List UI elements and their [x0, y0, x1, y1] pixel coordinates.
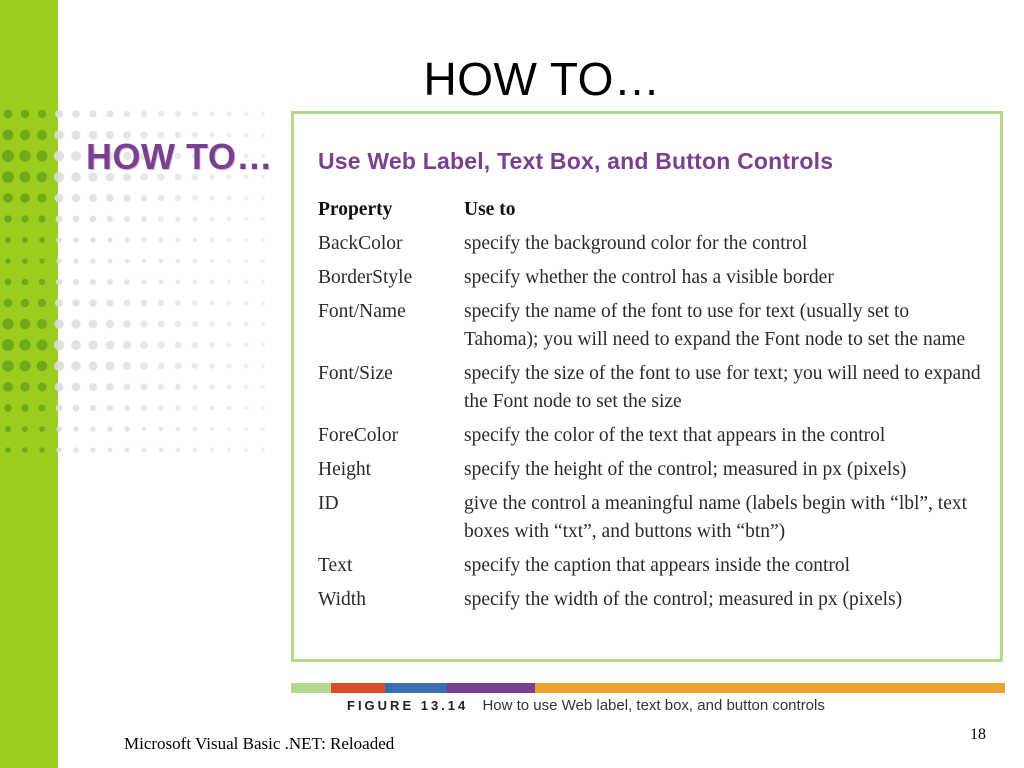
decorative-dot	[140, 362, 148, 370]
decorative-dot	[192, 363, 198, 369]
decorative-dot	[3, 130, 14, 141]
decorative-dot	[106, 362, 115, 371]
decorative-dot	[21, 110, 30, 119]
decorative-dot	[158, 384, 165, 391]
decorative-dot	[142, 448, 147, 453]
table-row	[318, 422, 988, 450]
decorative-dot	[38, 299, 46, 307]
decorative-dot	[226, 363, 231, 368]
decorative-dot	[107, 237, 112, 242]
decorative-dot	[158, 216, 164, 222]
caption-text: How to use Web label, text box, and button controls	[482, 697, 825, 714]
decorative-dot	[89, 383, 97, 391]
decorative-dot	[209, 195, 214, 200]
decorative-dot	[227, 112, 232, 117]
decorative-dot	[159, 448, 164, 453]
decorative-dot	[4, 404, 12, 412]
use-cell: specify the background color for the control	[464, 233, 808, 254]
decorative-dot	[123, 194, 130, 201]
decorative-dot	[226, 321, 231, 326]
decorative-dot	[158, 405, 164, 411]
decorative-dot	[89, 299, 96, 306]
decorative-dot	[54, 319, 64, 329]
decorative-dot	[106, 383, 114, 391]
decorative-dot	[210, 217, 215, 222]
decorative-dot	[19, 150, 30, 161]
caption-color-bars	[291, 683, 1005, 693]
decorative-dot	[89, 320, 98, 329]
decorative-dot	[158, 111, 164, 117]
decorative-dot	[261, 112, 265, 116]
decorative-dot	[142, 259, 147, 264]
decorative-dot	[88, 361, 97, 370]
decorative-dot	[244, 196, 249, 201]
decorative-dot	[72, 110, 80, 118]
table-row	[318, 360, 988, 416]
table-row	[318, 586, 988, 614]
decorative-dot	[192, 300, 198, 306]
decorative-dot	[227, 406, 232, 411]
decorative-dot	[88, 340, 97, 349]
decorative-dot	[244, 448, 248, 452]
side-heading: HOW TO…	[86, 136, 273, 177]
decorative-dot	[71, 151, 81, 161]
decorative-dot	[56, 405, 63, 412]
decorative-dot	[176, 238, 181, 243]
decorative-dot	[141, 384, 148, 391]
decorative-dot	[209, 384, 214, 389]
decorative-dot	[39, 279, 45, 285]
use-cell: specify the height of the control; measured in px (pixels)	[464, 459, 907, 480]
caption-bar-segment	[291, 683, 331, 693]
decorative-dot	[210, 406, 215, 411]
decorative-dot	[71, 130, 80, 139]
decorative-dot	[261, 301, 265, 305]
decorative-dot	[159, 427, 164, 432]
decorative-dot	[124, 405, 130, 411]
decorative-dot	[261, 217, 265, 221]
decorative-dot	[261, 427, 265, 431]
decorative-dot	[73, 216, 80, 223]
decorative-dot	[71, 361, 81, 371]
decorative-dot	[244, 238, 248, 242]
decorative-dot	[124, 279, 130, 285]
decorative-dot	[244, 280, 248, 284]
decorative-dot	[107, 216, 113, 222]
decorative-dot	[192, 342, 198, 348]
property-cell: ID	[318, 493, 339, 514]
property-cell: Width	[318, 589, 366, 610]
decorative-dot	[20, 172, 31, 183]
decorative-dot	[209, 300, 214, 305]
decorative-dot	[176, 448, 181, 453]
decorative-dot	[227, 217, 232, 222]
decorative-dot	[4, 110, 13, 119]
decorative-dot	[261, 406, 265, 410]
decorative-dot	[106, 341, 115, 350]
decorative-dot	[56, 237, 62, 243]
caption-bar-segment	[535, 683, 1005, 693]
decorative-dot	[176, 280, 181, 285]
decorative-dot	[244, 406, 248, 410]
decorative-dot	[56, 447, 61, 452]
decorative-dot	[124, 216, 130, 222]
decorative-dot	[54, 130, 64, 140]
decorative-dot	[244, 301, 249, 306]
use-cell: specify the caption that appears inside the control	[464, 555, 851, 576]
decorative-dot	[140, 320, 147, 327]
decorative-dot	[227, 448, 231, 452]
decorative-dot	[124, 111, 131, 118]
decorative-dot	[71, 172, 81, 182]
decorative-dot	[5, 258, 11, 264]
decorative-dot	[125, 259, 130, 264]
figure-caption	[347, 697, 825, 714]
decorative-dot	[193, 259, 198, 264]
decorative-dot	[175, 363, 182, 370]
decorative-dot	[261, 448, 265, 452]
decorative-dot	[56, 279, 62, 285]
figure-heading: Use Web Label, Text Box, and Button Controls	[318, 148, 834, 174]
decorative-dot	[158, 321, 165, 328]
decorative-dot	[193, 448, 198, 453]
decorative-dot	[108, 259, 113, 264]
decorative-dot	[227, 238, 231, 242]
decorative-dot	[55, 299, 63, 307]
decorative-dot	[175, 405, 180, 410]
decorative-dot	[123, 341, 131, 349]
decorative-dot	[106, 320, 114, 328]
decorative-dot	[123, 320, 131, 328]
decorative-dot	[20, 382, 29, 391]
decorative-dot	[158, 300, 164, 306]
decorative-dot	[227, 301, 232, 306]
decorative-dot	[39, 426, 45, 432]
decorative-dot	[141, 300, 147, 306]
decorative-dot	[73, 237, 79, 243]
decorative-dot	[55, 383, 64, 392]
property-cell: Text	[318, 555, 353, 576]
table-header-row	[318, 196, 988, 224]
caption-bar-segment	[385, 683, 447, 693]
decorative-dot	[193, 280, 198, 285]
decorative-dot	[227, 385, 232, 390]
decorative-dot	[90, 405, 96, 411]
decorative-dot	[226, 342, 231, 347]
decorative-dot	[244, 343, 249, 348]
decorative-dot	[107, 111, 114, 118]
decorative-dot	[125, 448, 130, 453]
decorative-dot	[141, 405, 147, 411]
table-row	[318, 298, 988, 354]
decorative-dot	[3, 319, 14, 330]
use-cell: specify the color of the text that appears in the control	[464, 425, 886, 446]
decorative-dot	[157, 341, 164, 348]
decorative-dot	[261, 259, 265, 263]
table-row	[318, 230, 988, 258]
decorative-dot	[210, 280, 215, 285]
decorative-dot	[123, 362, 131, 370]
decorative-dot	[90, 216, 97, 223]
decorative-dot	[210, 427, 214, 431]
decorative-dot	[107, 405, 113, 411]
decorative-dot	[19, 339, 30, 350]
decorative-dot	[175, 111, 181, 117]
decorative-dot	[37, 172, 48, 183]
decorative-dot	[210, 448, 214, 452]
decorative-dot	[39, 447, 44, 452]
decorative-dot	[2, 339, 14, 351]
decorative-dot	[5, 279, 12, 286]
decorative-dot	[158, 195, 165, 202]
decorative-dot	[21, 215, 28, 222]
decorative-dot	[72, 299, 80, 307]
decorative-dot	[22, 258, 28, 264]
decorative-dot	[38, 383, 47, 392]
decorative-dot	[192, 405, 197, 410]
decorative-dot	[261, 343, 265, 347]
decorative-dot	[90, 279, 96, 285]
decorative-dot	[210, 259, 214, 263]
slide-title: HOW TO…	[423, 53, 661, 105]
decorative-dot	[56, 216, 63, 223]
decorative-dot	[20, 319, 30, 329]
decorative-dot	[56, 258, 61, 263]
decorative-dot	[159, 259, 164, 264]
decorative-dot	[244, 427, 248, 431]
decorative-dot	[107, 426, 112, 431]
footer-text: Microsoft Visual Basic .NET: Reloaded	[124, 734, 395, 753]
decorative-dot	[37, 130, 47, 140]
decorative-dot	[209, 321, 215, 327]
caption-label: FIGURE 13.14	[347, 698, 469, 713]
decorative-dot	[261, 322, 265, 326]
decorative-dot	[244, 217, 248, 221]
decorative-dot	[261, 385, 265, 389]
decorative-dot	[244, 385, 249, 390]
decorative-dot	[209, 363, 215, 369]
decorative-dot	[37, 193, 46, 202]
use-cell: specify the width of the control; measured in px (pixels)	[464, 589, 903, 610]
decorative-dot	[39, 258, 44, 263]
use-cell: specify the size of the font to use for text; you will need to expand the Font node to set the size	[464, 363, 981, 412]
decorative-dot	[261, 238, 265, 242]
decorative-dot	[141, 216, 147, 222]
decorative-dot	[157, 362, 164, 369]
decorative-dot	[108, 448, 113, 453]
decorative-dot	[54, 361, 64, 371]
decorative-dot	[89, 194, 97, 202]
decorative-dot	[22, 237, 28, 243]
decorative-dot	[176, 427, 181, 432]
decorative-dot	[5, 426, 11, 432]
decorative-dot	[226, 195, 231, 200]
decorative-dot	[73, 426, 78, 431]
decorative-dot	[192, 216, 197, 221]
decorative-dot	[22, 447, 28, 453]
decorative-dot	[4, 299, 13, 308]
decorative-dot	[124, 426, 129, 431]
decorative-dot	[141, 279, 146, 284]
decorative-dot	[71, 340, 81, 350]
decorative-dot	[141, 111, 147, 117]
column-header-property: Property	[318, 199, 393, 220]
decorative-dot	[5, 447, 11, 453]
decorative-dot	[210, 238, 215, 243]
decorative-dot	[38, 215, 45, 222]
decorative-dot	[159, 238, 164, 243]
decorative-dot	[21, 299, 30, 308]
decorative-dot	[20, 130, 30, 140]
column-header-use-to: Use to	[464, 199, 516, 220]
decorative-dot	[244, 259, 248, 263]
property-cell: ForeColor	[318, 425, 399, 446]
caption-bar-segment	[331, 683, 385, 693]
decorative-dot	[4, 215, 12, 223]
decorative-dot	[37, 361, 48, 372]
property-cell: Font/Name	[318, 301, 406, 322]
decorative-dot	[2, 150, 14, 162]
table-row	[318, 490, 988, 546]
decorative-dot	[22, 279, 29, 286]
property-cell: Font/Size	[318, 363, 393, 384]
decorative-dot	[244, 112, 249, 117]
decorative-dot	[89, 110, 96, 117]
decorative-dot	[227, 280, 232, 285]
decorative-dot	[73, 447, 78, 452]
decorative-dot	[71, 319, 80, 328]
caption-bar-segment	[447, 683, 535, 693]
decorative-dot	[90, 237, 95, 242]
use-cell: give the control a meaningful name (labels begin with “lbl”, text boxes with “txt”, and buttons with “btn”)	[464, 493, 968, 542]
decorative-dot	[142, 238, 147, 243]
decorative-dot	[37, 340, 48, 351]
decorative-dot	[261, 364, 265, 368]
decorative-dot	[209, 111, 214, 116]
decorative-dot	[192, 321, 198, 327]
table-row	[318, 456, 988, 484]
decorative-dot	[175, 342, 182, 349]
decorative-dot	[90, 258, 95, 263]
decorative-dot	[20, 193, 30, 203]
decorative-dot	[124, 300, 131, 307]
decorative-dot	[5, 237, 11, 243]
decorative-dot	[54, 340, 64, 350]
decorative-dot	[244, 364, 249, 369]
decorative-dot	[192, 195, 198, 201]
table-row	[318, 552, 988, 580]
property-cell: BorderStyle	[318, 267, 413, 288]
decorative-dot	[73, 279, 79, 285]
decorative-dot	[3, 193, 13, 203]
decorative-dot	[158, 279, 163, 284]
decorative-dot	[3, 382, 13, 392]
decorative-dot	[2, 360, 14, 372]
decorative-dot	[37, 151, 48, 162]
decorative-dot	[55, 110, 63, 118]
decorative-dot	[90, 447, 95, 452]
decorative-dot	[54, 151, 64, 161]
decorative-dot	[73, 258, 78, 263]
use-cell: specify whether the control has a visible border	[464, 267, 834, 288]
decorative-dot	[22, 426, 28, 432]
decorative-dot	[39, 237, 45, 243]
decorative-dot	[227, 259, 231, 263]
decorative-dot	[38, 404, 45, 411]
page-number: 18	[970, 726, 986, 743]
decorative-dot	[176, 259, 181, 264]
decorative-dot	[106, 194, 114, 202]
property-table	[318, 196, 988, 620]
decorative-dot	[21, 404, 28, 411]
decorative-dot	[175, 321, 182, 328]
decorative-dot	[140, 341, 148, 349]
decorative-dot	[72, 383, 80, 391]
property-cell: BackColor	[318, 233, 403, 254]
decorative-dot	[261, 196, 265, 200]
decorative-dot	[175, 195, 181, 201]
decorative-dot	[227, 427, 231, 431]
decorative-dot	[2, 171, 14, 183]
decorative-dot	[56, 426, 62, 432]
decorative-dot	[107, 279, 113, 285]
decorative-dot	[175, 216, 180, 221]
decorative-dot	[261, 280, 265, 284]
table-row	[318, 264, 988, 292]
decorative-dot	[142, 427, 147, 432]
decorative-dot	[123, 383, 130, 390]
decorative-dot	[193, 427, 198, 432]
decorative-dot	[244, 322, 249, 327]
decorative-dot	[141, 195, 148, 202]
decorative-dot	[124, 237, 129, 242]
decorative-dot	[90, 426, 95, 431]
decorative-dot	[192, 111, 198, 117]
decorative-dot	[72, 194, 80, 202]
decorative-dot	[55, 194, 64, 203]
decorative-dot	[73, 405, 80, 412]
decorative-dot	[54, 172, 64, 182]
decorative-dot	[20, 361, 31, 372]
property-cell: Height	[318, 459, 372, 480]
decorative-dot	[107, 300, 114, 307]
decorative-dot	[38, 110, 46, 118]
decorative-dot	[193, 238, 198, 243]
decorative-dot	[209, 342, 215, 348]
use-cell: specify the name of the font to use for text (usually set to Tahoma); you will need to expand the Font node to set the name	[464, 301, 966, 350]
decorative-dot	[192, 384, 198, 390]
decorative-dot	[37, 319, 47, 329]
decorative-dot	[175, 300, 181, 306]
decorative-dot	[175, 384, 181, 390]
